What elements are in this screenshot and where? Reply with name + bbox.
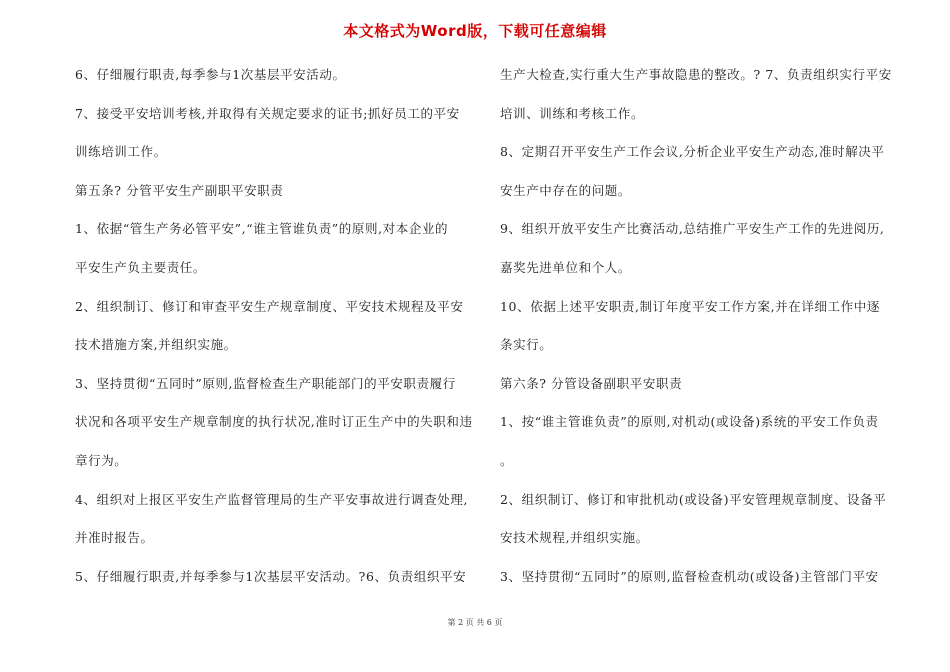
text-line: 2、组织制订、修订和审查平安生产规章制度、平安技术规程及平安 [75, 298, 464, 314]
text-line: 培训、训练和考核工作。 [500, 105, 645, 121]
format-banner: 本文格式为Word版，下载可任意编辑 [343, 22, 607, 40]
text-line: 3、坚持贯彻“五同时”原则,监督检查生产职能部门的平安职责履行 [75, 375, 456, 391]
text-line: 1、按“谁主管谁负责”的原则,对机动(或设备)系统的平安工作负责 [500, 414, 879, 430]
text-line: 5、仔细履行职责,并每季参与1次基层平安活动。?6、负责组织平安 [75, 568, 467, 584]
text-line: 。 [500, 452, 514, 468]
text-line: 条实行。 [500, 337, 553, 353]
text-line: 生产大检查,实行重大生产事故隐患的整改。? 7、负责组织实行平安 [500, 67, 892, 82]
text-line: 3、坚持贯彻“五同时”的原则,监督检查机动(或设备)主管部门平安 [500, 568, 879, 584]
text-line: 并准时报告。 [75, 530, 154, 546]
text-line: 10、依据上述平安职责,制订年度平安工作方案,并在详细工作中逐 [500, 298, 880, 314]
right-column [500, 63, 895, 603]
text-line: 4、组织对上报区平安生产监督管理局的生产平安事故进行调查处理, [75, 491, 469, 507]
text-line: 安生产中存在的问题。 [500, 182, 632, 198]
text-line: 技术措施方案,并组织实施。 [75, 337, 237, 353]
text-line: 1、依据“管生产务必管平安”,“谁主管谁负责”的原则,对本企业的 [75, 221, 449, 237]
text-line: 9、组织开放平安生产比赛活动,总结推广平安生产工作的先进阅历, [500, 221, 885, 237]
section-heading: 第六条? 分管设备副职平安职责 [500, 375, 683, 391]
left-column [75, 63, 473, 603]
page-number: 第 2 页 共 6 页 [447, 618, 503, 627]
text-line: 平安生产负主要责任。 [75, 259, 207, 275]
text-line: 安技术规程,并组织实施。 [500, 530, 649, 546]
text-line: 7、接受平安培训考核,并取得有关规定要求的证书;抓好员工的平安 [75, 105, 460, 121]
text-line: 状况和各项平安生产规章制度的执行状况,准时订正生产中的失职和违 [75, 414, 473, 430]
text-line: 6、仔细履行职责,每季参与1次基层平安活动。 [75, 67, 346, 82]
text-line: 8、定期召开平安生产工作会议,分析企业平安生产动态,准时解决平 [500, 144, 885, 160]
text-line: 2、组织制订、修订和审批机动(或设备)平安管理规章制度、设备平 [500, 491, 887, 507]
text-line: 训练培训工作。 [75, 144, 167, 160]
section-heading: 第五条? 分管平安生产副职平安职责 [75, 182, 284, 198]
text-line: 章行为。 [75, 452, 128, 468]
text-line: 嘉奖先进单位和个人。 [500, 259, 632, 275]
